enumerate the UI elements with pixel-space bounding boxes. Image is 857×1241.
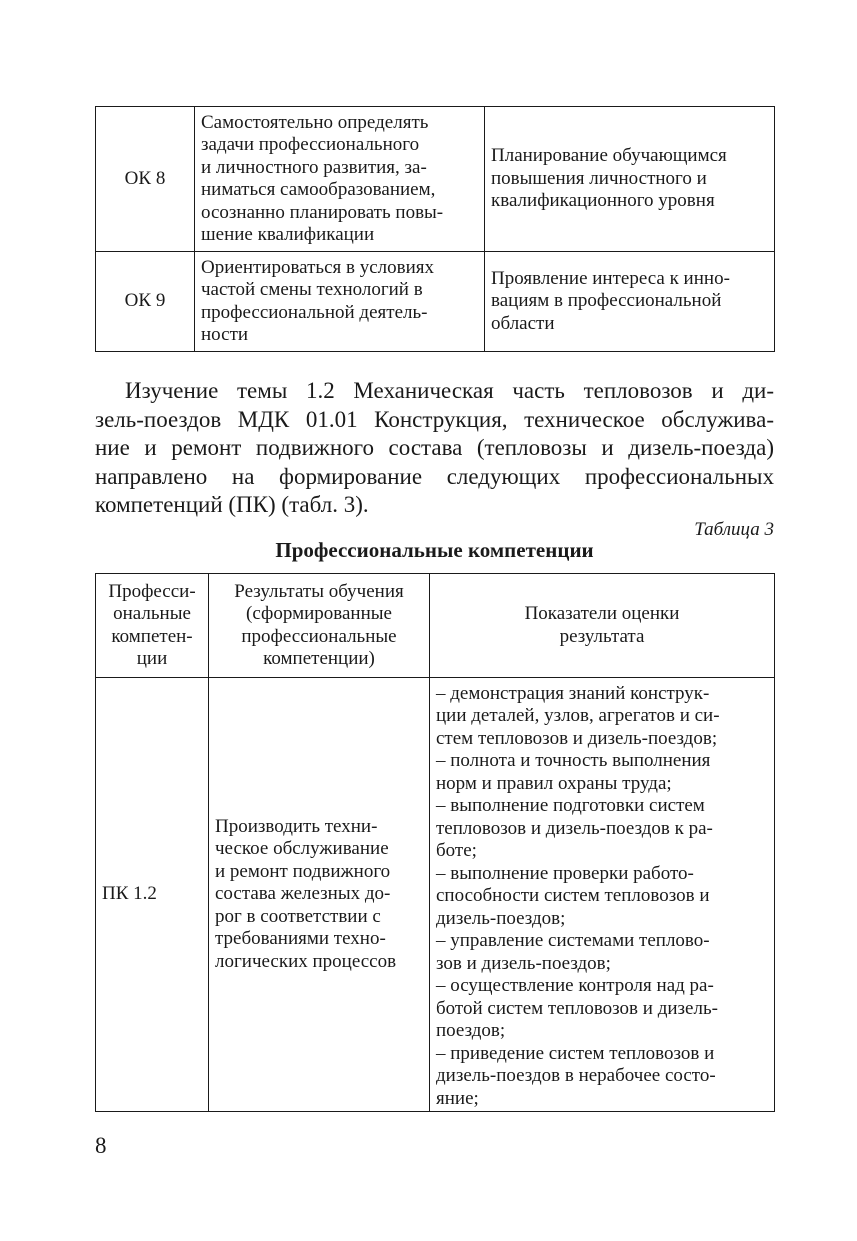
text-line: квалификационного уровня bbox=[491, 190, 715, 212]
text-line: задачи профессионального bbox=[201, 134, 420, 155]
text-line: зов и дизель-поездов; bbox=[436, 952, 611, 974]
text-line: логических процессов bbox=[215, 950, 397, 972]
text-line: Планирование обучающимся bbox=[491, 145, 727, 167]
text-line: – осуществление контроля над ра- bbox=[436, 975, 714, 997]
table-header-row bbox=[96, 574, 775, 678]
competency-description bbox=[195, 107, 485, 252]
assessment-indicator bbox=[485, 252, 775, 352]
text-line: норм и правил охраны труда; bbox=[436, 772, 672, 794]
text-line: ции деталей, узлов, агрегатов и си- bbox=[436, 705, 720, 727]
text-line: Проявление интереса к инно- bbox=[491, 267, 730, 289]
table-row bbox=[96, 678, 775, 1112]
text-line: ниматься самообразованием, bbox=[201, 179, 436, 200]
column-header bbox=[209, 574, 430, 678]
competency-code: ПК 1.2 bbox=[96, 678, 209, 1112]
text-line: осознанно планировать повы- bbox=[201, 201, 444, 223]
text-line: дизель-поездов; bbox=[436, 907, 566, 929]
text-line: – выполнение проверки работо- bbox=[436, 862, 694, 884]
text-line: Результаты обучения bbox=[234, 580, 404, 602]
table-title: Профессиональные компетенции bbox=[275, 538, 594, 562]
text-line: области bbox=[491, 312, 555, 334]
text-line: – приведение систем тепловозов и bbox=[436, 1042, 715, 1064]
text-line: Ориентироваться в условиях bbox=[201, 256, 435, 278]
learning-result bbox=[209, 678, 430, 1112]
table-row bbox=[96, 252, 775, 352]
text-line: состава железных до- bbox=[215, 883, 391, 905]
text-line: ции bbox=[136, 648, 168, 669]
column-header bbox=[96, 574, 209, 678]
body-paragraph bbox=[95, 377, 774, 520]
text-line: и ремонт подвижного bbox=[215, 860, 391, 882]
text-line: Изучение темы 1.2 Механическая часть тепловозов и ди- bbox=[125, 378, 774, 403]
text-line: – выполнение подготовки систем bbox=[436, 795, 705, 817]
text-line: шение квалификации bbox=[201, 224, 375, 245]
text-line: яние; bbox=[436, 1087, 479, 1109]
text-line: ботой систем тепловозов и дизель- bbox=[436, 997, 718, 1019]
text-line: ональные bbox=[113, 603, 191, 624]
text-line: профессиональной деятель- bbox=[201, 301, 428, 323]
text-line: поездов; bbox=[436, 1020, 506, 1042]
text-line: боте; bbox=[436, 840, 477, 862]
text-line: компетенции) bbox=[263, 648, 375, 669]
general-competencies-table bbox=[95, 106, 775, 352]
competency-description bbox=[195, 252, 485, 352]
text-line: профессиональные bbox=[241, 625, 397, 647]
assessment-indicator bbox=[485, 107, 775, 252]
competency-code: ОК 9 bbox=[96, 252, 195, 352]
table-label: Таблица 3 bbox=[694, 519, 774, 540]
text-line: ние и ремонт подвижного состава (тепловозы и дизель-поезда) bbox=[95, 435, 774, 460]
text-line: ности bbox=[201, 324, 249, 345]
text-line: зель-поездов МДК 01.01 Конструкция, техническое обслужива- bbox=[95, 406, 774, 432]
text-line: требованиями техно- bbox=[215, 928, 386, 950]
text-line: – полнота и точность выполнения bbox=[436, 750, 711, 772]
text-line: дизель-поездов в нерабочее состо- bbox=[436, 1065, 716, 1087]
text-line: тепловозов и дизель-поездов к ра- bbox=[436, 817, 713, 839]
page-number: 8 bbox=[95, 1133, 107, 1158]
text-line: способности систем тепловозов и bbox=[436, 885, 710, 907]
text-line: Професси- bbox=[108, 580, 196, 602]
competency-code: ОК 8 bbox=[96, 107, 195, 252]
text-line: – управление системами теплово- bbox=[436, 930, 710, 952]
text-line: рог в соответствии с bbox=[215, 905, 381, 927]
text-line: компетен- bbox=[111, 625, 193, 647]
professional-competencies-table bbox=[95, 573, 775, 1112]
text-line: Показатели оценки bbox=[524, 603, 680, 624]
text-line: частой смены технологий в bbox=[201, 279, 423, 300]
text-line: (сформированные bbox=[246, 603, 392, 624]
column-header bbox=[430, 574, 775, 678]
text-line: ческое обслуживание bbox=[215, 838, 389, 860]
text-line: повышения личностного и bbox=[491, 167, 707, 189]
text-line: Самостоятельно определять bbox=[201, 111, 429, 133]
text-line: компетенций (ПК) (табл. 3). bbox=[95, 492, 369, 517]
text-line: стем тепловозов и дизель-поездов; bbox=[436, 727, 718, 749]
text-line: Производить техни- bbox=[215, 815, 378, 837]
text-line: – демонстрация знаний конструк- bbox=[436, 682, 710, 704]
table-row bbox=[96, 107, 775, 252]
text-line: и личностного развития, за- bbox=[201, 156, 427, 178]
assessment-indicators bbox=[430, 678, 775, 1112]
text-line: вациям в профессиональной bbox=[491, 290, 722, 312]
text-line: направлено на формирование следующих профессиональных bbox=[95, 463, 774, 489]
text-line: результата bbox=[559, 625, 645, 647]
